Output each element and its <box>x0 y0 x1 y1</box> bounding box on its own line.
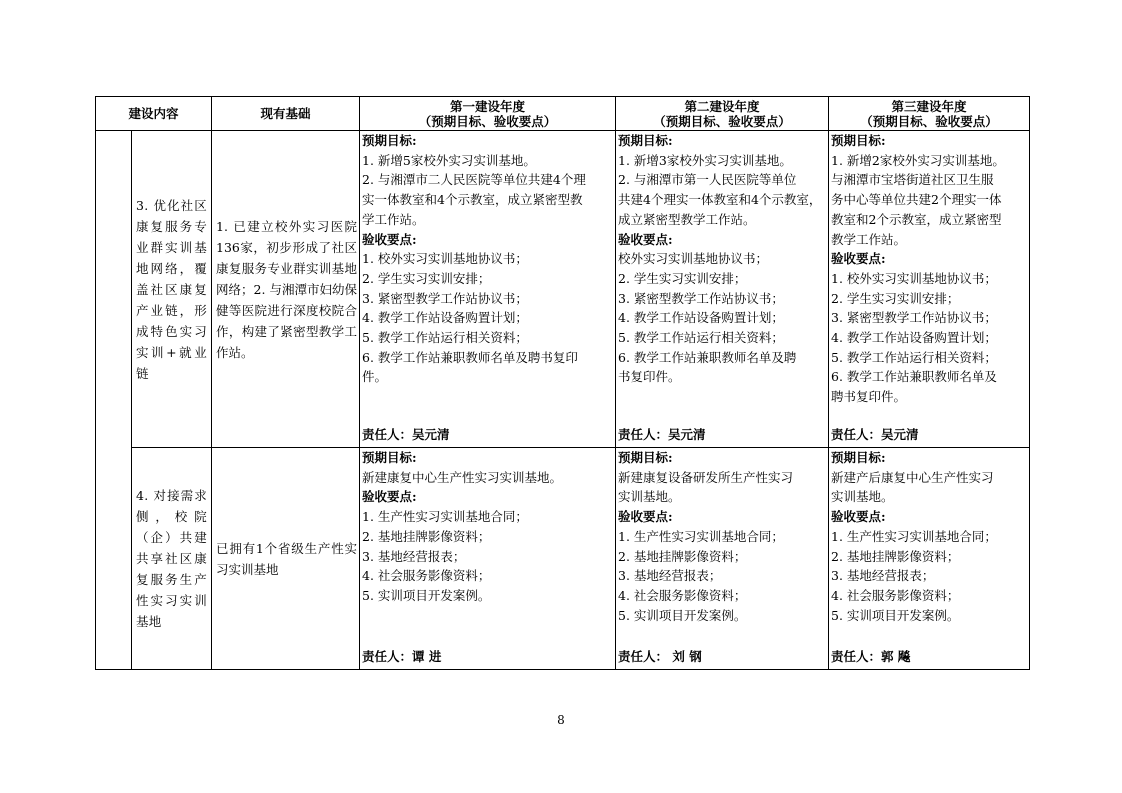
plan-line: 2. 基地挂牌影像资料； <box>831 548 960 564</box>
header-year-1-sub: （预期目标、验收要点） <box>418 113 557 129</box>
year-cell <box>616 448 829 670</box>
plan-line: 件。 <box>362 369 388 385</box>
section-label: 预期目标: <box>831 450 886 465</box>
header-year-2-title: 第二建设年度 <box>684 98 760 114</box>
plan-line: 2. 学生实习实训安排； <box>618 270 747 286</box>
plan-line: 2. 基地挂牌影像资料； <box>362 528 491 544</box>
section-label: 预期目标: <box>831 133 886 148</box>
plan-line: 校外实习实训基地协议书； <box>618 251 769 267</box>
header-year-3 <box>829 97 1030 131</box>
plan-line: 1. 新增5家校外实习实训基地。 <box>362 152 536 168</box>
responsible-person: 责任人：吴元清 <box>618 427 706 443</box>
plan-line: 5. 教学工作站运行相关资料； <box>831 349 997 365</box>
plan-line: 6. 教学工作站兼职教师名单及聘书复印 <box>362 349 578 365</box>
plan-line: 4. 社会服务影像资料； <box>362 568 491 584</box>
plan-line: 学工作站。 <box>362 211 425 227</box>
plan-line: 与湘潭市宝塔街道社区卫生服 <box>831 172 994 188</box>
plan-line: 书复印件。 <box>618 369 681 385</box>
plan-line: 5. 实训项目开发案例。 <box>831 607 960 623</box>
plan-line: 2. 学生实习实训安排； <box>362 270 491 286</box>
responsible-person: 责任人：吴元清 <box>362 427 450 443</box>
plan-line: 共建4个理实一体教室和4个示教室， <box>618 192 822 208</box>
plan-line: 4. 社会服务影像资料； <box>831 587 960 603</box>
plan-line: 教学工作站。 <box>831 231 907 247</box>
plan-line: 1. 生产性实习实训基地合同； <box>831 528 997 544</box>
section-label: 验收要点: <box>618 231 673 247</box>
plan-line: 2. 基地挂牌影像资料； <box>618 548 747 564</box>
table-row <box>96 131 1030 448</box>
plan-line: 成立紧密型教学工作站。 <box>618 211 756 227</box>
page-number: 8 <box>557 713 565 727</box>
header-year-2 <box>616 97 829 131</box>
header-year-2-sub: （预期目标、验收要点） <box>653 113 791 129</box>
section-label: 验收要点: <box>362 231 417 247</box>
plan-line: 4. 社会服务影像资料； <box>618 587 747 603</box>
plan-line: 6. 教学工作站兼职教师名单及 <box>831 369 997 385</box>
header-basis: 现有基础 <box>212 97 360 131</box>
responsible-person: 责任人：吴元清 <box>831 427 919 443</box>
plan-line: 5. 教学工作站运行相关资料； <box>618 330 784 346</box>
section-label: 验收要点: <box>362 489 417 505</box>
plan-line: 1. 新增2家校外实习实训基地。 <box>831 152 1005 168</box>
plan-line: 2. 与湘潭市二人民医院等单位共建4个理 <box>362 172 586 188</box>
plan-line: 新建康复中心生产性实习实训基地。 <box>362 469 563 485</box>
plan-line: 新建产后康复中心生产性实习 <box>831 469 994 485</box>
plan-line: 3. 紧密型教学工作站协议书； <box>618 290 784 306</box>
header-year-3-title: 第三建设年度 <box>891 98 967 114</box>
plan-line: 1. 校外实习实训基地协议书； <box>362 251 528 267</box>
section-label: 预期目标: <box>618 133 673 148</box>
plan-line: 1. 新增3家校外实习实训基地。 <box>618 152 792 168</box>
plan-line: 2. 与湘潭市第一人民医院等单位 <box>618 172 797 188</box>
category-cell <box>96 131 132 670</box>
plan-line: 5. 教学工作站运行相关资料； <box>362 330 528 346</box>
responsible-person: 责任人：谭 进 <box>362 649 442 665</box>
responsible-person: 责任人：郭 飚 <box>831 649 911 665</box>
plan-line: 实训基地。 <box>831 489 894 505</box>
plan-line: 4. 教学工作站设备购置计划； <box>362 310 528 326</box>
basis-cell: 1. 已建立校外实习医院136家，初步形成了社区康复服务专业群实训基地网络；2. 与湘潭市妇幼保健等医院进行深度校院合作，构建了紧密型教学工作站。 <box>212 131 360 448</box>
responsible-person: 责任人： 刘 钢 <box>618 649 702 665</box>
plan-line: 3. 紧密型教学工作站协议书； <box>362 290 528 306</box>
year-cell <box>829 131 1030 448</box>
plan-line: 6. 教学工作站兼职教师名单及聘 <box>618 349 797 365</box>
plan-line: 3. 基地经营报表； <box>831 568 935 584</box>
section-label: 预期目标: <box>362 450 417 465</box>
table-row <box>96 448 1030 670</box>
header-year-1 <box>360 97 616 131</box>
plan-line: 实训基地。 <box>618 489 681 505</box>
plan-line: 2. 学生实习实训安排； <box>831 290 960 306</box>
plan-line: 新建康复设备研发所生产性实习 <box>618 469 794 485</box>
header-row <box>96 97 1030 131</box>
year-cell <box>829 448 1030 670</box>
header-year-3-sub: （预期目标、验收要点） <box>860 113 998 129</box>
basis-cell: 已拥有1个省级生产性实习实训基地 <box>212 448 360 670</box>
plan-line: 1. 生产性实习实训基地合同； <box>362 509 528 525</box>
plan-line: 5. 实训项目开发案例。 <box>618 607 747 623</box>
section-label: 预期目标: <box>362 133 417 148</box>
year-cell <box>616 131 829 448</box>
plan-line: 3. 基地经营报表； <box>618 568 722 584</box>
header-content: 建设内容 <box>96 97 212 131</box>
header-year-1-title: 第一建设年度 <box>450 98 526 114</box>
construction-plan-table <box>95 96 1030 670</box>
plan-line: 教室和2个示教室，成立紧密型 <box>831 211 1002 227</box>
section-label: 预期目标: <box>618 450 673 465</box>
plan-line: 4. 教学工作站设备购置计划； <box>831 330 997 346</box>
year-cell <box>360 448 616 670</box>
section-label: 验收要点: <box>831 509 886 525</box>
item-cell: 3. 优化社区康复服务专业群实训基地网络，覆盖社区康复产业链，形成特色实习实训+就业链 <box>132 131 212 448</box>
item-cell: 4. 对接需求侧，校院（企）共建共享社区康复服务生产性实习实训基地 <box>132 448 212 670</box>
plan-line: 5. 实训项目开发案例。 <box>362 587 491 603</box>
plan-line: 聘书复印件。 <box>831 389 907 405</box>
year-cell <box>360 131 616 448</box>
plan-line: 实一体教室和4个示教室，成立紧密型教 <box>362 192 583 208</box>
plan-line: 1. 校外实习实训基地协议书； <box>831 270 997 286</box>
plan-line: 4. 教学工作站设备购置计划； <box>618 310 784 326</box>
plan-line: 务中心等单位共建2个理实一体 <box>831 192 1002 208</box>
plan-line: 3. 紧密型教学工作站协议书； <box>831 310 997 326</box>
section-label: 验收要点: <box>618 509 673 525</box>
plan-line: 3. 基地经营报表； <box>362 548 466 564</box>
plan-line: 1. 生产性实习实训基地合同； <box>618 528 784 544</box>
section-label: 验收要点: <box>831 251 886 267</box>
